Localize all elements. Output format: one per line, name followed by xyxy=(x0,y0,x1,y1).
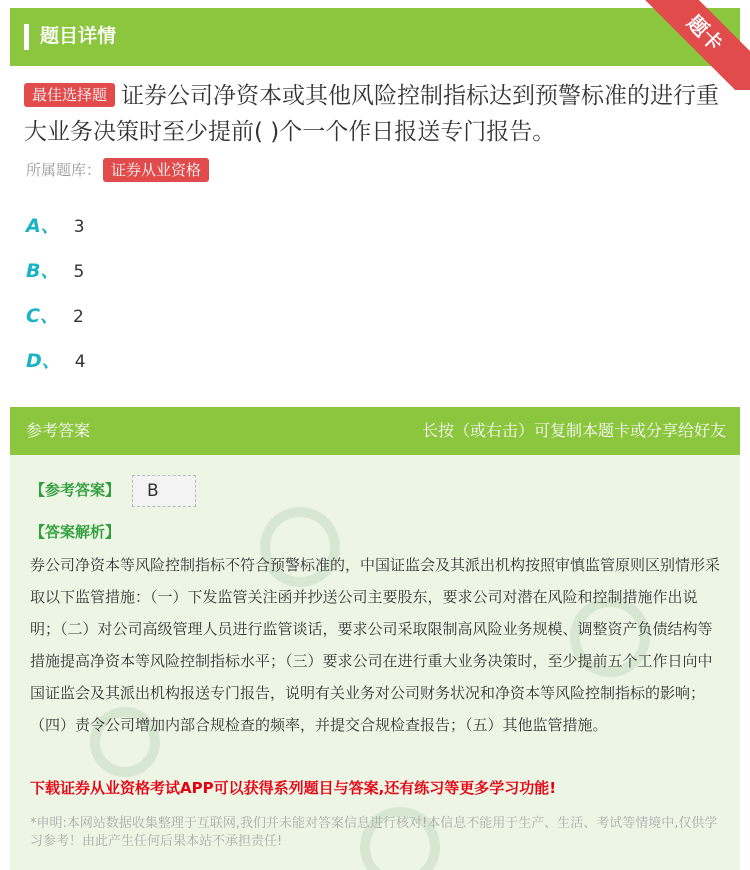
option-letter: A、 xyxy=(26,215,60,237)
header-bar xyxy=(10,8,740,66)
question-stem xyxy=(24,78,724,150)
answer-header-title: 参考答案 xyxy=(26,421,91,440)
share-hint[interactable]: 长按（或右击）可复制本题卡或分享给好友 xyxy=(421,421,726,440)
reference-answer-label: 【参考答案】 xyxy=(30,481,121,499)
reference-answer-value: B xyxy=(132,475,196,507)
question-type-badge: 最佳选择题 xyxy=(24,83,115,107)
option-value: 4 xyxy=(74,352,86,372)
page-title: 题目详情 xyxy=(40,25,117,47)
option-value: 3 xyxy=(73,217,85,237)
option-value: 5 xyxy=(73,262,85,282)
option-b[interactable] xyxy=(26,259,84,284)
option-d[interactable] xyxy=(26,349,86,374)
answer-header xyxy=(10,407,740,455)
option-letter: D、 xyxy=(26,350,61,372)
header-accent xyxy=(24,24,29,50)
answer-panel xyxy=(10,407,740,870)
option-a[interactable] xyxy=(26,214,85,239)
option-letter: B、 xyxy=(26,260,60,282)
question-bank xyxy=(26,158,215,182)
disclaimer-text: *申明:本网站数据收集整理于互联网,我们并未能对答案信息进行核对!本信息不能用于生产、生活、考试等情境中,仅供学习参考！由此产生任何后果本站不承担责任! xyxy=(30,816,718,849)
option-value: 2 xyxy=(72,307,84,327)
corner-ribbon xyxy=(640,0,750,90)
question-text: 证券公司净资本或其他风险控制指标达到预警标准的进行重大业务决策时至少提前( )个一个作日报送专门报告。 xyxy=(24,83,720,145)
option-c[interactable] xyxy=(26,304,84,329)
analysis-text: 券公司净资本等风险控制指标不符合预警标准的，中国证监会及其派出机构按照审慎监管原则区别情形采取以下监管措施：（一）下发监管关注函并抄送公司主要股东，要求公司对潜在风险和控制措施作出说明；（二）对公司高级管理人员进行监管谈话，要求公司采取限制高风险业务规模、调整资产负债结构等措施提高净资本等风险控制指标水平；（三）要求公司在进行重大业务决策时，至少提前五个工作日向中国证监会及其派出机构报送专门报告，说明有关业务对公司财务状况和净资本等风险控制指标的影响；（四）责令公司增加内部合规检查的频率，并提交合规检查报告；（五）其他监管措施。 xyxy=(30,556,721,734)
analysis-label: 【答案解析】 xyxy=(30,523,121,541)
bank-badge[interactable]: 证券从业资格 xyxy=(103,158,209,182)
app-download-link[interactable]: 下载证券从业资格考试APP可以获得系列题目与答案,还有练习等更多学习功能! xyxy=(30,779,557,797)
ribbon-label: 题卡 xyxy=(640,0,750,90)
option-letter: C、 xyxy=(26,305,59,327)
bank-label: 所属题库： xyxy=(26,161,102,179)
